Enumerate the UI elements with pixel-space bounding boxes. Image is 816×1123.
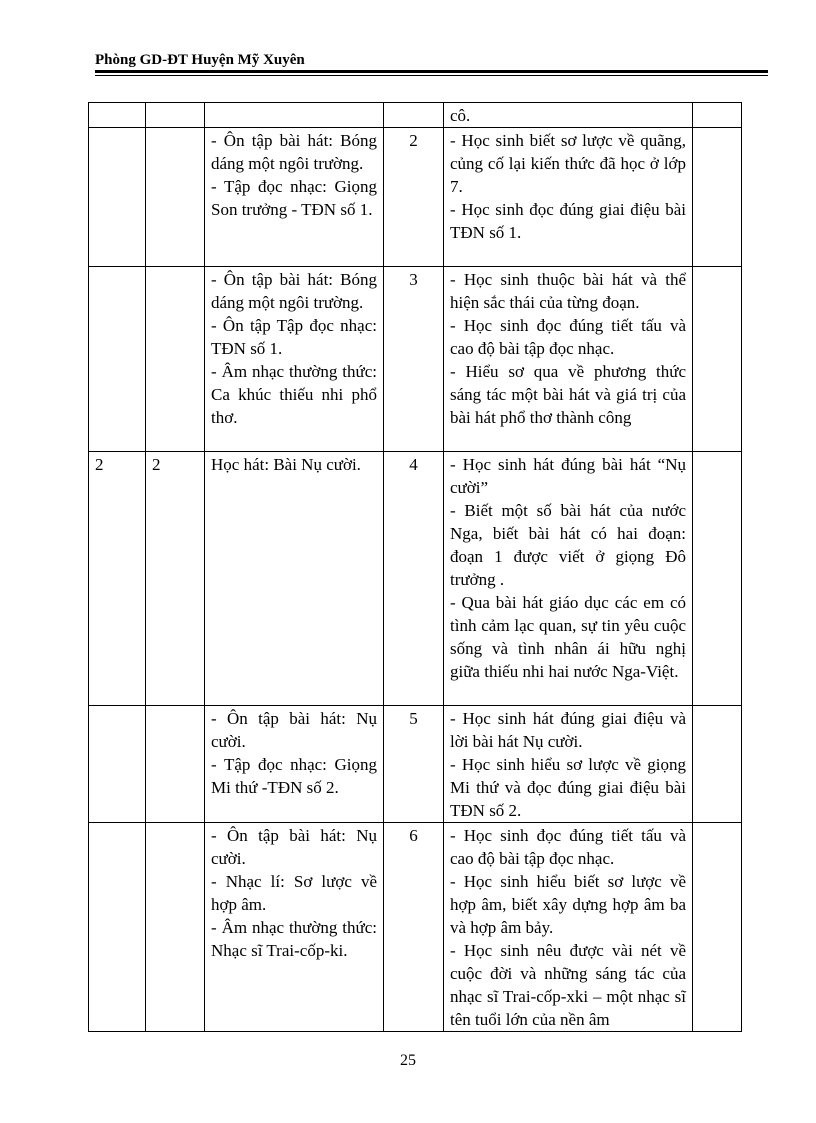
lesson-number-cell — [384, 103, 444, 128]
content-line: - Nhạc lí: Sơ lược về hợp âm. — [211, 872, 377, 914]
table-row — [89, 823, 742, 1032]
note-cell — [693, 823, 742, 1032]
note-cell — [693, 103, 742, 128]
goal-line: - Học sinh hát đúng bài hát “Nụ cười” — [450, 455, 686, 497]
note-cell — [693, 128, 742, 267]
goal-line: - Học sinh biết sơ lược về quãng, củng cố lại kiến thức đã học ở lớp 7. — [450, 131, 686, 196]
content-cell — [205, 706, 384, 823]
goals-cell — [444, 452, 693, 706]
page-header-title: Phòng GD-ĐT Huyện Mỹ Xuyên — [95, 52, 305, 68]
header-rule-thick — [95, 70, 768, 73]
lesson-number-cell: 4 — [384, 452, 444, 706]
week-cell: 2 — [89, 452, 146, 706]
lesson-count-cell — [146, 267, 205, 452]
content-cell — [205, 128, 384, 267]
table-row — [89, 452, 742, 706]
table-row — [89, 128, 742, 267]
content-line: - Âm nhạc thường thức: Nhạc sĩ Trai-cốp-ki. — [211, 918, 377, 960]
content-line: - Ôn tập bài hát: Nụ cười. — [211, 826, 377, 868]
lesson-plan-body — [89, 103, 742, 1032]
header-rule-thin — [95, 75, 768, 76]
content-line: - Ôn tập Tập đọc nhạc: TĐN số 1. — [211, 316, 377, 358]
content-line: - Ôn tập bài hát: Bóng dáng một ngôi trường. — [211, 270, 377, 312]
content-line: - Tập đọc nhạc: Giọng Mi thứ -TĐN số 2. — [211, 755, 377, 797]
week-cell — [89, 103, 146, 128]
content-cell — [205, 452, 384, 706]
goals-cell — [444, 267, 693, 452]
lesson-count-cell — [146, 706, 205, 823]
lesson-plan-table — [88, 102, 742, 1032]
lesson-count-cell — [146, 128, 205, 267]
content-line: - Âm nhạc thường thức: Ca khúc thiếu nhi phổ thơ. — [211, 362, 377, 427]
lesson-number-cell: 5 — [384, 706, 444, 823]
lesson-count-cell: 2 — [146, 452, 205, 706]
week-cell — [89, 706, 146, 823]
note-cell — [693, 267, 742, 452]
goals-cell — [444, 128, 693, 267]
week-cell — [89, 823, 146, 1032]
goal-line: - Học sinh đọc đúng tiết tấu và cao độ bài tập đọc nhạc. — [450, 316, 686, 358]
week-cell — [89, 267, 146, 452]
goals-cell — [444, 103, 693, 128]
page-number: 25 — [400, 1052, 416, 1069]
lesson-number-cell: 3 — [384, 267, 444, 452]
goal-line: - Học sinh đọc đúng tiết tấu và cao độ bài tập đọc nhạc. — [450, 826, 686, 868]
table-row — [89, 103, 742, 128]
content-cell — [205, 823, 384, 1032]
table-row — [89, 706, 742, 823]
goals-cell — [444, 706, 693, 823]
content-line: - Tập đọc nhạc: Giọng Son trưởng - TĐN số 1. — [211, 177, 377, 219]
table-row — [89, 267, 742, 452]
goal-line: - Qua bài hát giáo dục các em có tình cảm lạc quan, sự tin yêu cuộc sống và tình nhân ái hữu nghị giữa thiếu nhi hai nước Nga-Việt. — [450, 593, 686, 681]
lesson-count-cell — [146, 103, 205, 128]
note-cell — [693, 452, 742, 706]
goal-line: - Học sinh hiểu biết sơ lược về hợp âm, biết xây dựng hợp âm ba và hợp âm bảy. — [450, 872, 686, 937]
lesson-number-cell: 2 — [384, 128, 444, 267]
content-line: Học hát: Bài Nụ cười. — [211, 455, 361, 474]
goal-line: - Học sinh nêu được vài nét về cuộc đời và những sáng tác của nhạc sĩ Trai-cốp-xki – một nhạc sĩ tên tuổi lớn của nền âm — [450, 941, 686, 1029]
content-cell — [205, 103, 384, 128]
goal-line: cô. — [450, 106, 471, 125]
note-cell — [693, 706, 742, 823]
goals-cell — [444, 823, 693, 1032]
content-line: - Ôn tập bài hát: Bóng dáng một ngôi trường. — [211, 131, 377, 173]
goal-line: - Học sinh hiểu sơ lược về giọng Mi thứ và đọc đúng giai điệu bài TĐN số 2. — [450, 755, 686, 820]
goal-line: - Biết một số bài hát của nước Nga, biết bài hát có hai đoạn: đoạn 1 được viết ở giọng Đô trưởng . — [450, 501, 686, 589]
goal-line: - Học sinh hát đúng giai điệu và lời bài hát Nụ cười. — [450, 709, 686, 751]
week-cell — [89, 128, 146, 267]
goal-line: - Học sinh thuộc bài hát và thể hiện sắc thái của từng đoạn. — [450, 270, 686, 312]
goal-line: - Hiểu sơ qua về phương thức sáng tác một bài hát và giá trị của bài hát phổ thơ thành công — [450, 362, 686, 427]
lesson-number-cell: 6 — [384, 823, 444, 1032]
content-line: - Ôn tập bài hát: Nụ cười. — [211, 709, 377, 751]
goal-line: - Học sinh đọc đúng giai điệu bài TĐN số 1. — [450, 200, 686, 242]
lesson-count-cell — [146, 823, 205, 1032]
content-cell — [205, 267, 384, 452]
